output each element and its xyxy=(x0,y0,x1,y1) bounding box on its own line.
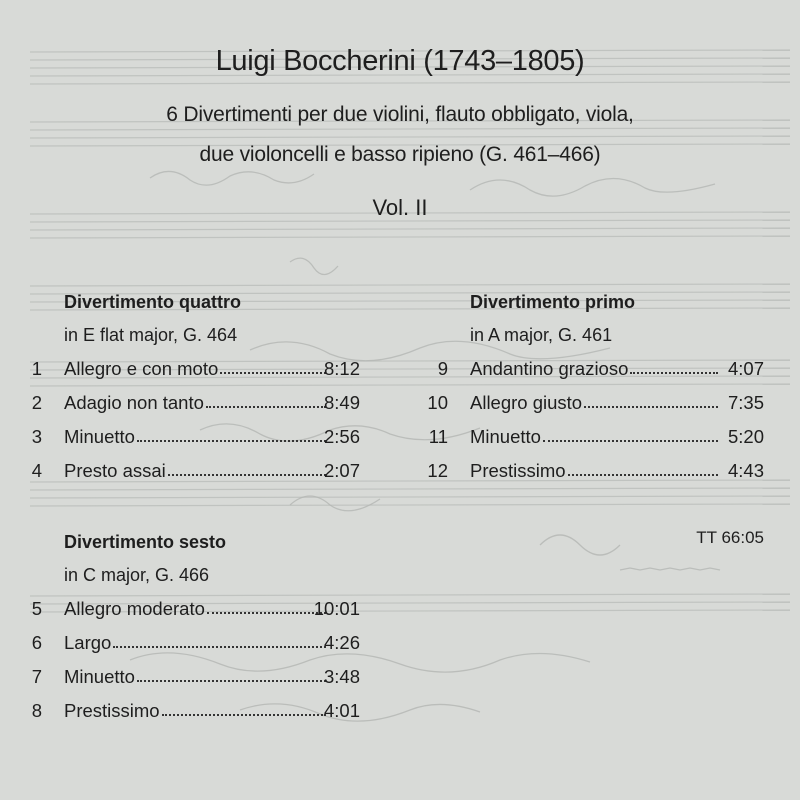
track-title: Minuetto xyxy=(470,426,541,447)
track-number: 10 xyxy=(427,392,448,413)
track-duration: 8:49 xyxy=(323,392,360,413)
track-number: 5 xyxy=(31,598,42,619)
track-row xyxy=(28,660,360,694)
track-duration: 5:20 xyxy=(727,426,764,447)
track-title: Prestissimo xyxy=(470,460,566,481)
section-key: in E flat major, G. 464 xyxy=(64,325,238,345)
track-row xyxy=(424,352,764,386)
section-divertimento-sesto xyxy=(28,526,360,728)
volume-label: Vol. II xyxy=(372,195,428,220)
track-title: Prestissimo xyxy=(64,700,160,721)
work-title-line-1: 6 Divertimenti per due violini, flauto obbligato, viola, xyxy=(166,103,634,126)
track-title: Andantino grazioso xyxy=(470,358,629,379)
section-title: Divertimento sesto xyxy=(64,532,227,552)
section-key: in C major, G. 466 xyxy=(64,565,210,585)
track-duration: 7:35 xyxy=(727,392,764,413)
track-number: 8 xyxy=(31,700,42,721)
track-duration: 4:26 xyxy=(323,632,360,653)
track-duration: 4:07 xyxy=(727,358,764,379)
total-time: TT 66:05 xyxy=(696,528,764,547)
section-divertimento-primo xyxy=(424,286,764,488)
track-duration: 4:43 xyxy=(727,460,764,481)
track-number: 9 xyxy=(437,358,448,379)
track-row xyxy=(28,352,360,386)
section-key: in A major, G. 461 xyxy=(470,325,613,345)
track-row xyxy=(28,592,360,626)
section-title: Divertimento primo xyxy=(470,292,636,312)
track-row xyxy=(28,694,360,728)
track-title: Presto assai xyxy=(64,460,166,481)
track-duration: 2:07 xyxy=(323,460,360,481)
track-row xyxy=(424,386,764,420)
track-row xyxy=(28,626,360,660)
track-number: 3 xyxy=(31,426,42,447)
track-number: 7 xyxy=(31,666,42,687)
track-title: Largo xyxy=(64,632,112,653)
track-title: Allegro e con moto xyxy=(64,358,219,379)
track-number: 11 xyxy=(428,426,448,447)
track-duration: 10:01 xyxy=(313,598,360,619)
track-row xyxy=(28,454,360,488)
track-title: Adagio non tanto xyxy=(64,392,204,413)
track-row xyxy=(424,420,764,454)
section-title: Divertimento quattro xyxy=(64,292,242,312)
track-title: Allegro giusto xyxy=(470,392,583,413)
section-divertimento-quattro xyxy=(28,286,360,488)
track-row xyxy=(424,454,764,488)
track-duration: 4:01 xyxy=(323,700,360,721)
track-title: Minuetto xyxy=(64,666,135,687)
track-number: 12 xyxy=(427,460,448,481)
work-title-line-2: due violoncelli e basso ripieno (G. 461–466) xyxy=(199,143,601,166)
track-title: Minuetto xyxy=(64,426,135,447)
composer-heading: Luigi Boccherini (1743–1805) xyxy=(215,45,585,77)
track-duration: 2:56 xyxy=(323,426,360,447)
track-row xyxy=(28,386,360,420)
track-title: Allegro moderato xyxy=(64,598,205,619)
track-number: 1 xyxy=(31,358,42,379)
track-duration: 8:12 xyxy=(323,358,360,379)
track-number: 4 xyxy=(31,460,42,481)
track-row xyxy=(28,420,360,454)
track-number: 2 xyxy=(31,392,42,413)
track-duration: 3:48 xyxy=(323,666,360,687)
track-number: 6 xyxy=(31,632,42,653)
